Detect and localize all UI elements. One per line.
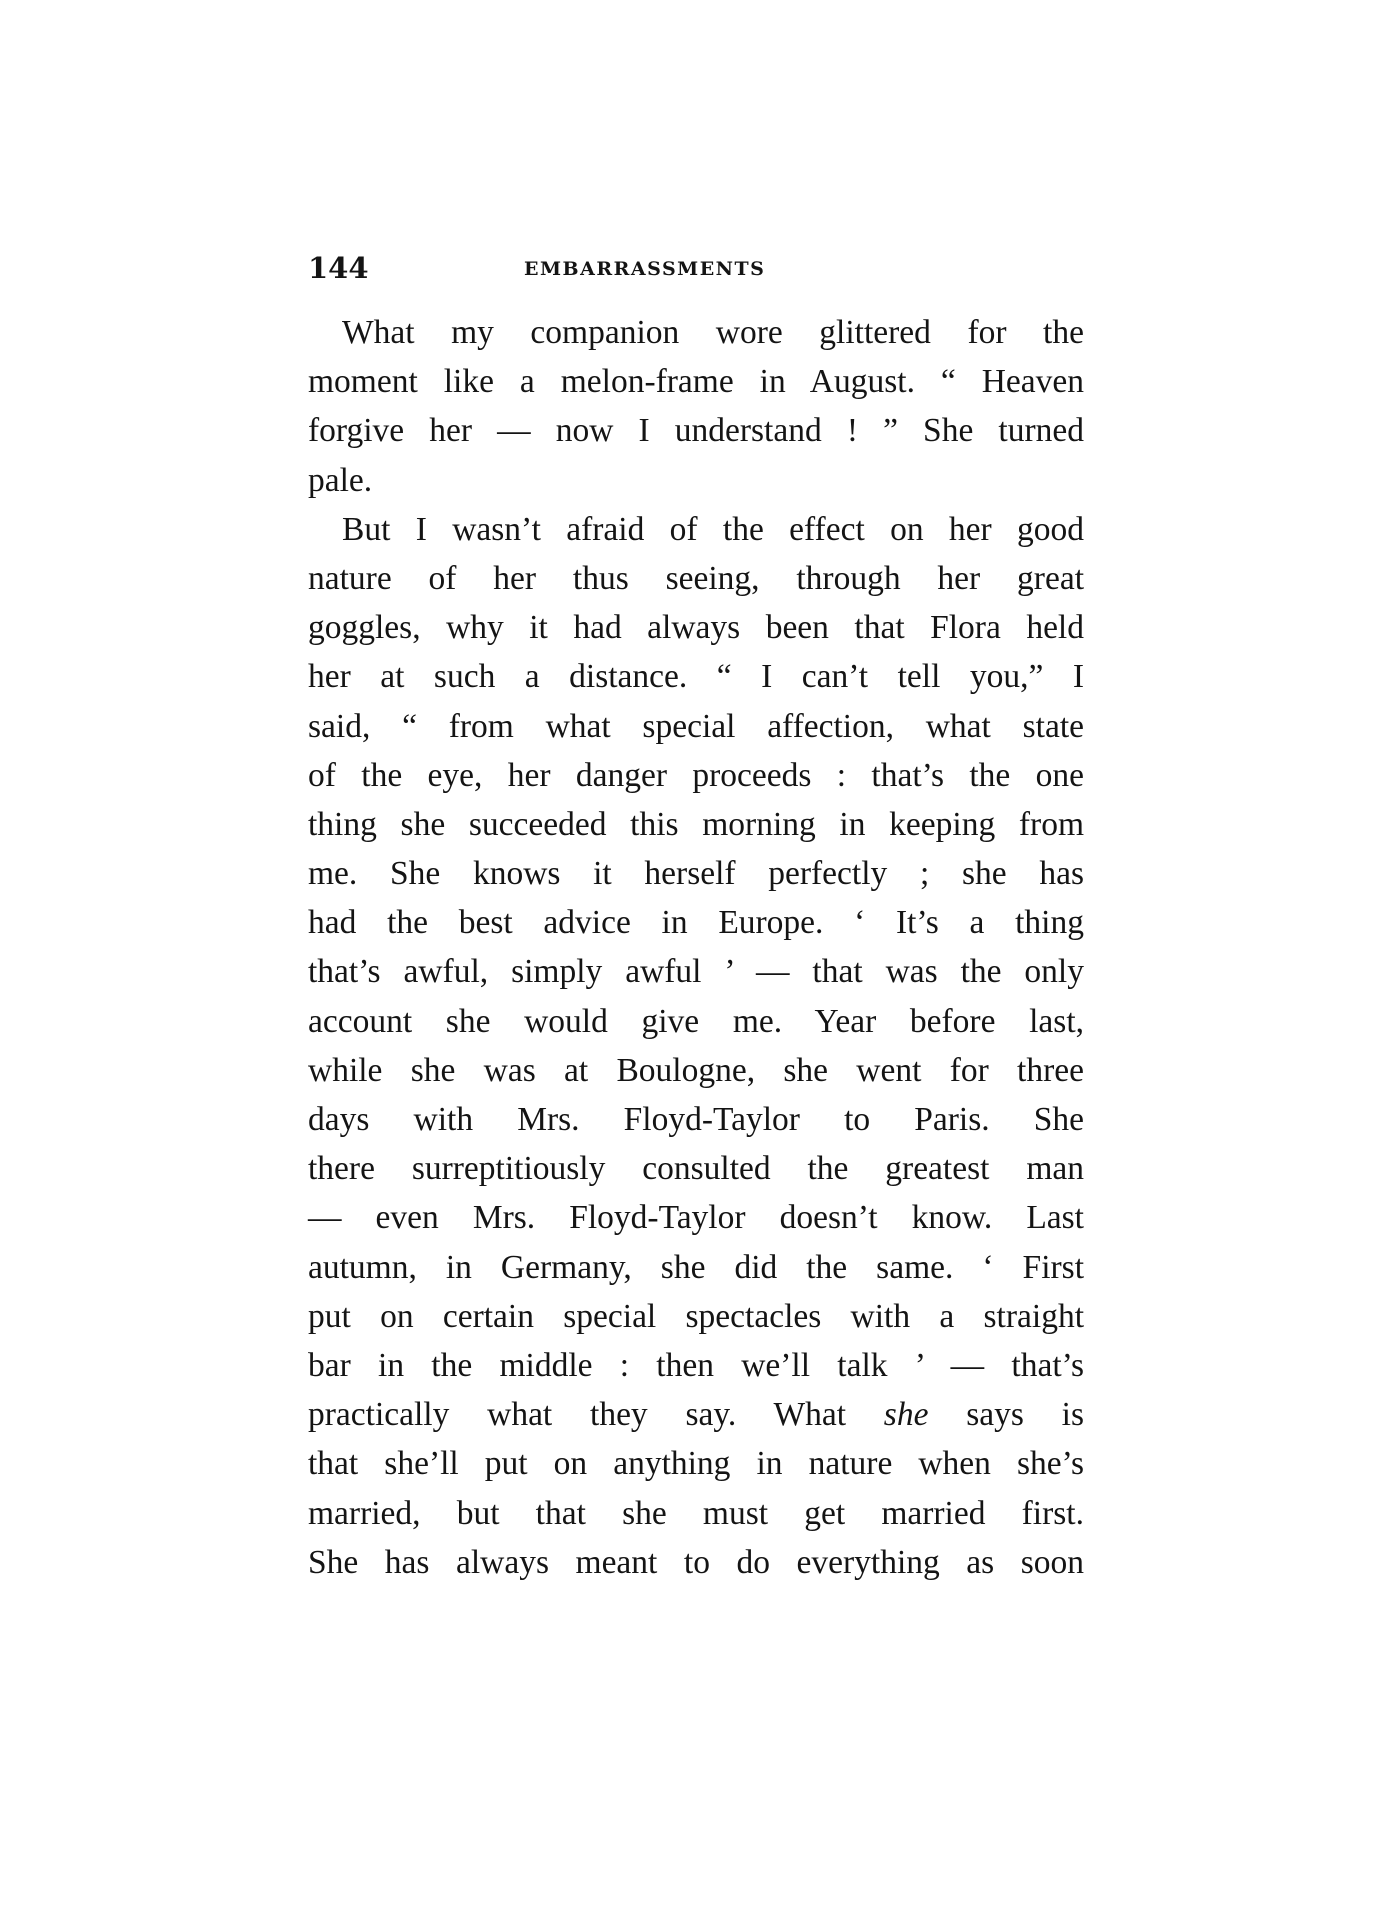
text-line: account she would give me. Year before last, xyxy=(308,1002,1084,1040)
text-line: nature of her thus seeing, through her great xyxy=(308,559,1084,597)
text-line: bar in the middle : then we’ll talk ’ — that’s xyxy=(308,1346,1084,1384)
text-line: there surreptitiously consulted the greatest man xyxy=(308,1150,1084,1188)
text-line: her at such a distance. “ I can’t tell you,” I xyxy=(308,658,1084,696)
text-line: that’s awful, simply awful ’ — that was the only xyxy=(308,953,1084,991)
text-line: What my companion wore glittered for the xyxy=(342,314,1084,351)
text-line: days with Mrs. Floyd-Taylor to Paris. She xyxy=(308,1101,1084,1138)
text-line-with-italic xyxy=(308,1390,1084,1439)
text-line: while she was at Boulogne, she went for three xyxy=(308,1051,1084,1089)
page-number: 144 xyxy=(308,251,369,285)
text-line: of the eye, her danger proceeds : that’s the one xyxy=(308,756,1084,794)
text-line: pale. xyxy=(308,461,373,499)
text-line: said, “ from what special affection, what state xyxy=(308,707,1084,745)
text-line: She has always meant to do everything as soon xyxy=(308,1543,1084,1581)
running-head xyxy=(308,248,1084,288)
text-line: moment like a melon-frame in August. “ Heaven xyxy=(308,363,1084,401)
line-segment: practically what they say. What xyxy=(308,1396,847,1434)
text-line: that she’ll put on anything in nature when she’s xyxy=(308,1445,1084,1483)
text-line: married, but that she must get married first. xyxy=(308,1494,1084,1532)
running-title: EMBARRASSMENTS xyxy=(524,258,766,280)
text-line: But I wasn’t afraid of the effect on her good xyxy=(342,510,1084,548)
text-line: forgive her — now I understand ! ” She turned xyxy=(308,412,1084,450)
text-line: thing she succeeded this morning in keeping from xyxy=(308,805,1084,843)
text-line: — even Mrs. Floyd-Taylor doesn’t know. Last xyxy=(308,1199,1084,1237)
text-line: me. She knows it herself perfectly ; she has xyxy=(308,855,1084,893)
text-line: autumn, in Germany, she did the same. ‘ First xyxy=(308,1248,1084,1286)
body-text xyxy=(308,308,1084,1587)
text-line: put on certain special spectacles with a straight xyxy=(308,1297,1084,1335)
text-line: goggles, why it had always been that Flora held xyxy=(308,609,1084,647)
text-line: had the best advice in Europe. ‘ It’s a thing xyxy=(308,904,1084,942)
line-segment: says is xyxy=(966,1396,1085,1434)
italic-word: she xyxy=(883,1396,929,1434)
